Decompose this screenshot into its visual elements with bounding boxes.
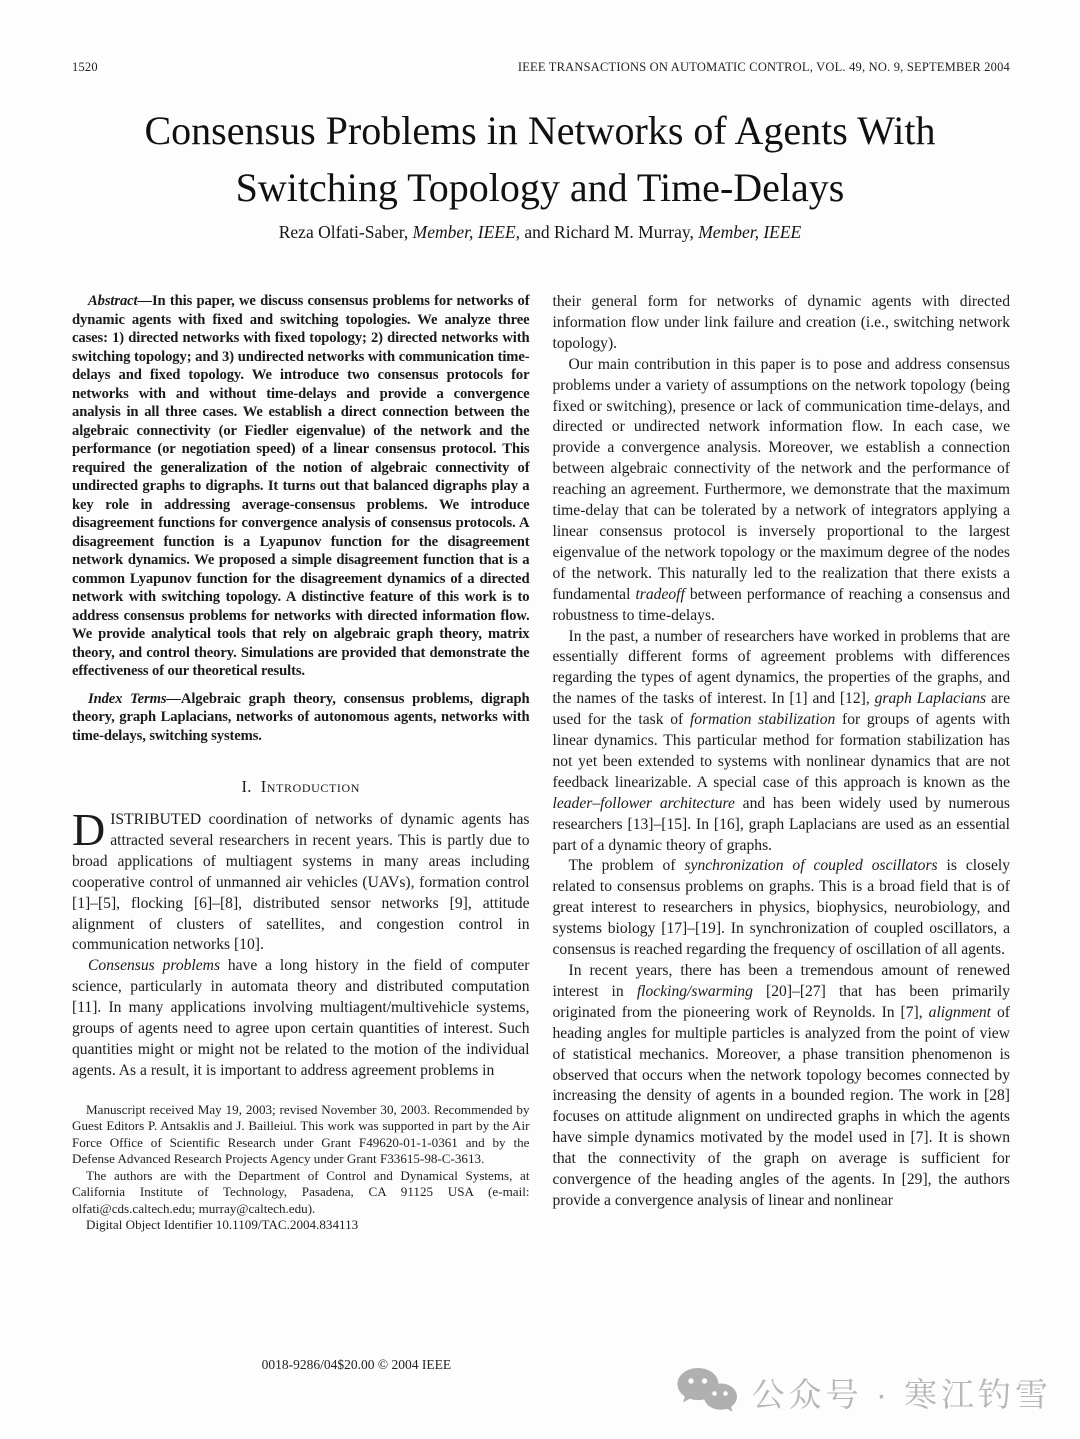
section-number: I. (241, 777, 252, 796)
paper-title (0, 102, 1080, 216)
index-terms-paragraph: Index Terms—Algebraic graph theory, consensus problems, digraph theory, graph Laplacians, networks of autonomous agents, networks with time-delays, switching systems. (72, 690, 530, 744)
right-paragraph-4: The problem of synchronization of coupled oscillators is closely related to consensus problems on graphs. This is a broad field that is of great interest to researchers in physics, biophysics, neurobiology, and systems biology [17]–[19]. In synchronization of coupled oscillators, a consensus is reached regarding the frequency of oscillation of all agents. (552, 857, 1010, 959)
watermark (676, 1366, 1052, 1418)
two-column-body (72, 292, 1010, 1234)
wechat-icon (676, 1366, 738, 1418)
paper-title-line1: Consensus Problems in Networks of Agents With (144, 108, 936, 153)
first-page-footnote (72, 1102, 530, 1234)
footnote-affiliation: The authors are with the Department of Control and Dynamical Systems, at California Institute of Technology, Pasadena, CA 91125 USA (e-mail: olfati@cds.caltech.edu; murray@caltech.edu). (72, 1167, 530, 1216)
intro-paragraph-1: DISTRIBUTED coordination of networks of dynamic agents has attracted several researchers in recent years. This is partly due to broad applications of multiagent systems in many areas including cooperative control of unmanned air vehicles (UAVs), formation control [1]–[5], flocking [6]–[8], distributed sensor networks [9], attitude alignment of clusters of satellites, and congestion control in communication networks [10]. (72, 804, 530, 954)
intro-paragraph-2: Consensus problems have a long history in the field of computer science, particularly in automata theory and distributed computation [11]. In many applications involving multiagent/multivehicle systems, groups of agents need to agree upon certain quantities of interest. Such quantities might or might not be related to the motion of the individual agents. As a result, it is important to address agreement problems in (72, 957, 530, 1079)
running-header (72, 60, 1010, 75)
right-column (553, 292, 1011, 1234)
authors-byline: Reza Olfati-Saber, Member, IEEE, and Richard M. Murray, Member, IEEE (278, 222, 802, 242)
page-number: 1520 (72, 60, 98, 74)
left-column (72, 292, 530, 1234)
right-paragraph-5: In recent years, there has been a tremendous amount of renewed interest in flocking/swarming [20]–[27] that has been primarily originated from the pioneering work of Reynolds. In [7], alignment of heading angles for multiple particles is analyzed from the point of view of statistical mechanics. Moreover, a phase transition phenomenon is observed that occurs when the network topology becomes connected by increasing the density of agents in a bounded region. The work in [28] focuses on attitude alignment on undirected graphs in which the agents have simple dynamics motivated by the model used in [7]. It is shown that the connectivity of the graph on average is sufficient for convergence of the heading angles of the agents. In [29], the authors provide a convergence analysis of linear and nonlinear (552, 962, 1010, 1209)
footnote-doi: Digital Object Identifier 10.1109/TAC.2004.834113 (86, 1217, 359, 1233)
footnote-manuscript: Manuscript received May 19, 2003; revised November 30, 2003. Recommended by Guest Editors P. Antsaklis and J. Bailleiul. This work was supported in part by the Air Force Office of Scientific Research under Grant F49620-01-1-0361 and by the Defense Advanced Research Projects Agency under Grant F33615-98-C-3613. (72, 1101, 530, 1167)
copyright-line: 0018-9286/04$20.00 © 2004 IEEE (261, 1357, 452, 1372)
paper-title-line2: Switching Topology and Time-Delays (235, 165, 845, 210)
section-heading-introduction (72, 777, 530, 797)
watermark-text: 公众号 · 寒江钓雪 (751, 1375, 1052, 1413)
right-paragraph-3: In the past, a number of researchers have worked in problems that are essentially different forms of agreement problems with differences regarding the types of agent dynamics, the properties of the graphs, and the names of the tasks of interest. In [1] and [12], graph Laplacians are used for the task of formation stabilization for groups of agents with linear dynamics. This particular method for formation stabilization has not yet been extended to systems with nonlinear dynamics that are not feedback linearizable. A special case of this approach is known as the leader–follower architecture and has been widely used by numerous researchers [13]–[15]. In [16], graph Laplacians are used as an essential part of a dynamic theory of graphs. (552, 627, 1010, 854)
right-paragraph-1: their general form for networks of dynamic agents with directed information flow under link failure and creation (i.e., switching network topology). (552, 293, 1010, 352)
section-title: Introduction (260, 777, 361, 796)
abstract-paragraph: Abstract—In this paper, we discuss consensus problems for networks of dynamic agents with fixed and switching topologies. We analyze three cases: 1) directed networks with fixed topology; 2) directed networks with switching topology; and 3) undirected networks with communication time-delays and fixed topology. We introduce two consensus protocols for networks with and without time-delays and provide a convergence analysis in all three cases. We establish a direct connection between the algebraic connectivity (or Fiedler eigenvalue) of the network and the performance (or negotiation speed) of a linear consensus protocol. This required the generalization of the notion of algebraic connectivity of undirected graphs to digraphs. It turns out that balanced digraphs play a key role in addressing average-consensus problems. We introduce disagreement functions for convergence analysis of consensus protocols. A disagreement function is a Lyapunov function for the disagreement network dynamics. We proposed a simple disagreement function that is a common Lyapunov function for the disagreement dynamics of a directed network with switching topology. A distinctive feature of this work is to address consensus problems for networks with directed information flow. We provide analytical tools that rely on algebraic graph theory, matrix theory, and control theory. Simulations are provided that demonstrate the effectiveness of our theoretical results. (72, 293, 530, 679)
right-paragraph-2: Our main contribution in this paper is to pose and address consensus problems under a variety of assumptions on the network topology (being fixed or switching), presence or lack of communication time-delays, and directed or undirected network information flow. In each case, we provide a convergence analysis. Moreover, we establish a connection between algebraic connectivity of the network and the performance of reaching an agreement. Furthermore, we demonstrate that the maximum time-delay that can be tolerated by a network of integrators applying a linear consensus protocol is inversely proportional to the largest eigenvalue of the network topology or the maximum degree of the nodes of the network. This naturally led to the realization that there exists a fundamental tradeoff between performance of reaching a consensus and robustness to time-delays. (552, 355, 1010, 624)
journal-line: IEEE TRANSACTIONS ON AUTOMATIC CONTROL, VOL. 49, NO. 9, SEPTEMBER 2004 (517, 60, 1010, 74)
